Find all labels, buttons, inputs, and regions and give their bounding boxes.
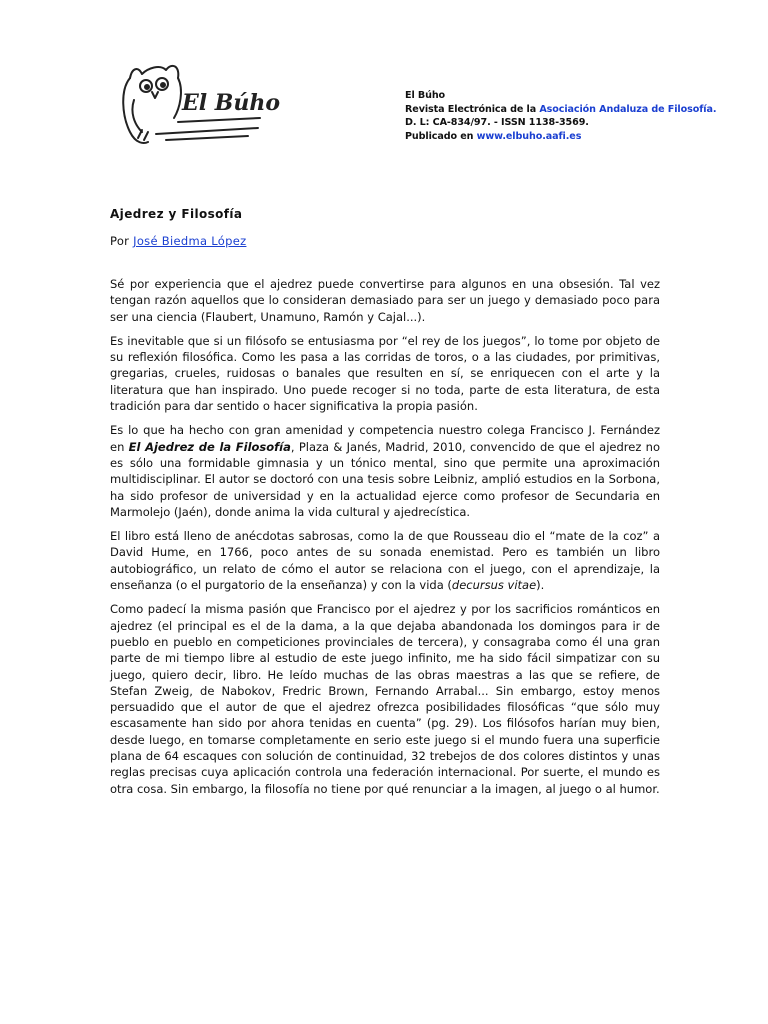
paragraph-4-end: ). <box>536 578 545 593</box>
paragraph-2: Es inevitable que si un filósofo se entusiasma por “el rey de los juegos”, lo tome por objeto de su reflexión filosófica. Como les pasa a las corridas de toros, o a las ciudades, por primitivas, gregarias, crueles, ruidosas o banales que resulten en sí, se enriquecen con el arte y la literatura que han inspirado. Uno puede recoger si no toda, parte de esta literatura, de esta tradición para dar sentido o hacer significativa la propia pasión. <box>110 333 660 414</box>
magazine-name: El Búho <box>405 90 446 101</box>
paragraph-4 <box>110 528 660 593</box>
association-link[interactable]: Asociación Andaluza de Filosofía. <box>539 103 717 115</box>
owl-icon <box>108 60 281 150</box>
article-title: Ajedrez y Filosofía <box>110 207 243 221</box>
legal-deposit: D. L: CA-834/97. - ISSN 1138-3569. <box>405 117 589 129</box>
paragraph-4-start: El libro está lleno de anécdotas sabrosas, como la de que Rousseau dio el “mate de la coz” a David Hume, en 1766, poco antes de su sonada enemistad. Pero es también un libro autobiográfico, un relato de cómo el autor se relaciona con el juego, con el aprendizaje, la enseñanza (o el purgatorio de la enseñanza) y con la vida ( <box>110 529 660 593</box>
masthead-line-2-prefix: Revista Electrónica de la <box>405 103 540 115</box>
published-prefix: Publicado en <box>405 130 477 142</box>
paragraph-3-end: , Plaza & Janés, Madrid, 2010, convencido de que el ajedrez no es sólo una formidable gimnasia y un tónico mental, sino que permite una aproximación multidisciplinar. El autor se doctoró con una tesis sobre Leibniz, amplió estudios en la Sorbona, ha sido profesor de universidad y en la actualidad ejerce como profesor de Secundaria en Marmolejo (Jaén), donde anima la vida cultural y ajedrecística. <box>110 439 660 519</box>
byline <box>110 234 660 248</box>
paragraph-1: Sé por experiencia que el ajedrez puede convertirse para algunos en una obsesión. Tal vez tengan razón aquellos que lo consideran demasiado para ser un juego y demasiado poco para ser una ciencia (Flaubert, Unamuno, Ramón y Cajal...). <box>110 277 660 324</box>
paragraph-3 <box>110 422 660 520</box>
paragraph-5: Como padecí la misma pasión que Francisco por el ajedrez y por los sacrificios románticos en ajedrez (el principal es el de la dama, a la que dejaba abandonada los domingos para ir de pueblo en pueblo en competiciones provinciales de tercera), y consagraba como él una gran parte de mi tiempo libre al estudio de este juego infinito, me ha sido fácil simpatizar con su juego, quiero decir, libro. He leído muchas de las obras maestras a las que se refiere, de Stefan Zweig, de Nabokov, Fredric Brown, Fernando Arrabal... Sin embargo, estoy menos persuadido que el autor de que el ajedrez ofrezca posibilidades filosóficas “que sólo muy escasamente han sido por ahora tenidas en cuenta” (pg. 29). Los filósofos harían muy bien, desde luego, en tomarse completamente en serio este juego si el mundo fuera una superficie plana de 64 escaques con solución de continuidad, 32 trebejos de dos colores distintos y unas reglas precisas cuya aplicación controla una federación internacional. Por suerte, el mundo es otra cosa. Sin embargo, la filosofía no tiene por qué renunciar a la imagen, al juego o al humor. <box>110 602 660 796</box>
byline-prefix: Por <box>110 234 134 248</box>
logo-text: El Búho <box>182 90 281 116</box>
masthead <box>405 89 716 143</box>
masthead-line-4 <box>405 130 716 144</box>
article <box>110 207 660 805</box>
masthead-line-2 <box>405 103 716 117</box>
el-buho-logo <box>108 60 281 150</box>
paragraph-3-start: Es lo que ha hecho con gran amenidad y competencia nuestro colega Francisco J. Fernández en <box>110 423 660 454</box>
author-link[interactable]: José Biedma López <box>133 234 247 248</box>
latin-phrase: decursus vitae <box>451 578 537 593</box>
website-link[interactable]: www.elbuho.aafi.es <box>476 130 582 142</box>
book-title: El Ajedrez de la Filosofía <box>128 439 291 454</box>
